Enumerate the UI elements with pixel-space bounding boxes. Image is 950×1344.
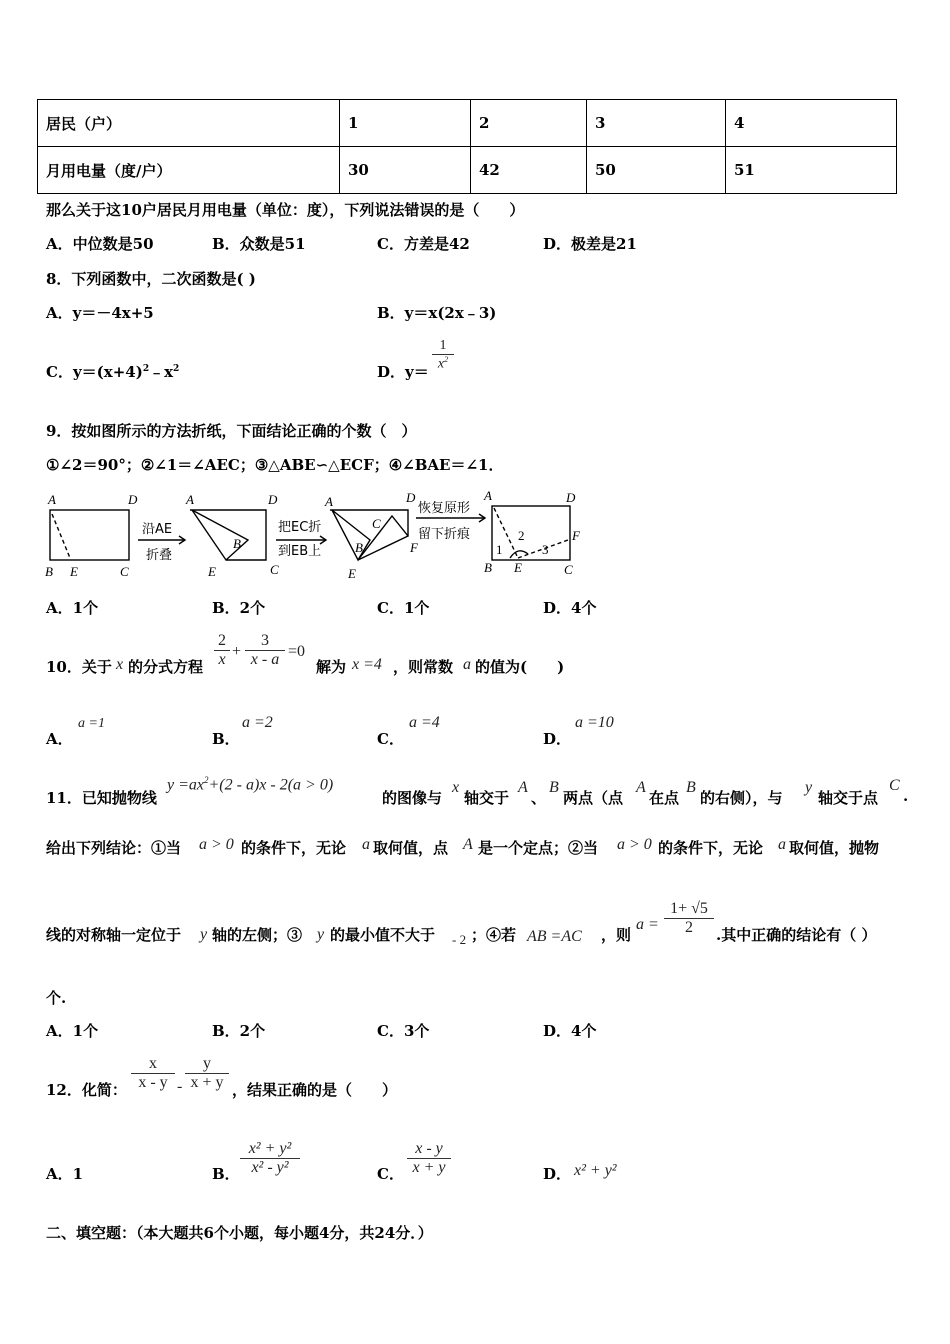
q8-d-den-sup: 2 xyxy=(444,355,449,364)
q12-option-b-label: B． xyxy=(212,1165,240,1183)
q10-post1: 解为 xyxy=(316,658,347,676)
q10-option-d-value: a =10 xyxy=(575,714,614,731)
q10-plus: + xyxy=(232,643,242,660)
q8-stem: 8．下列函数中，二次函数是( ) xyxy=(46,270,256,288)
q8-d-num: 1 xyxy=(439,338,447,353)
q12-b-num: x² + y² xyxy=(248,1140,292,1157)
q11-math: y xyxy=(805,779,813,796)
q10-f1-num: 2 xyxy=(218,632,226,649)
q7-option-d: D．极差是21 xyxy=(543,235,637,253)
table-cell: 51 xyxy=(726,147,897,194)
q9-conclusions: ①∠2＝90°；②∠1＝∠AEC；③△ABE∽△ECF；④∠BAE＝∠1． xyxy=(46,456,504,474)
q11-math: A xyxy=(518,779,528,796)
fig4-angle-1: 1 xyxy=(496,542,503,557)
q9-option-a: A．1个 xyxy=(46,599,99,617)
q11-text: 线的对称轴一定位于 xyxy=(46,926,182,944)
q10-eq0: =0 xyxy=(288,643,306,660)
q11-pre: 11．已知抛物线 xyxy=(46,789,157,807)
fig2-label-e: E xyxy=(208,564,216,579)
q10-option-d-label: D． xyxy=(543,730,572,748)
arrow-1-bottom-label: 折叠 xyxy=(146,548,173,563)
q11-text: 是一个定点；②当 xyxy=(478,839,599,857)
q8-option-a: A．y＝－4x+5 xyxy=(46,304,154,322)
q12-option-a: A．1 xyxy=(46,1165,84,1183)
q12-f1-den: x - y xyxy=(138,1074,168,1091)
q8-c-sup: 2 xyxy=(142,364,150,374)
q12-b-den: x² - y² xyxy=(251,1159,289,1176)
q11-math: x xyxy=(452,779,460,796)
q11-equation xyxy=(167,775,333,794)
q9-option-b: B．2个 xyxy=(212,599,266,617)
fig1-label-a: A xyxy=(48,492,56,507)
q12-f2-den: x + y xyxy=(190,1074,224,1091)
q11-math: a > 0 xyxy=(617,836,652,853)
arrow-3-bottom-label: 留下折痕 xyxy=(418,527,471,542)
fig3-label-e: E xyxy=(348,566,356,581)
q10-option-c-label: C． xyxy=(377,730,404,748)
q10-option-b-value: a =2 xyxy=(242,714,273,731)
fig1-label-c: C xyxy=(120,564,129,579)
q11-math: a > 0 xyxy=(199,836,234,853)
table-cell: 居民（户） xyxy=(38,100,340,147)
fig3-label-c: C xyxy=(372,516,381,531)
q11-option-c: C．3个 xyxy=(377,1022,430,1040)
fig2-label-a: A xyxy=(186,492,194,507)
q8-c-sup2: 2 xyxy=(173,364,180,374)
fig3-label-a: A xyxy=(325,494,333,509)
q12-post: ，结果正确的是（ ） xyxy=(232,1081,398,1099)
q12-option-b-fraction xyxy=(240,1140,300,1177)
q11-math: a xyxy=(362,836,370,853)
q8-d-den: x xyxy=(437,356,445,372)
q11-math: AB =AC xyxy=(527,928,582,945)
arrow-3-top-label: 恢复原形 xyxy=(418,501,471,516)
q12-fraction-2 xyxy=(185,1055,229,1092)
q10-f2-num: 3 xyxy=(261,632,269,649)
fig2-label-b: B xyxy=(233,536,241,551)
q8-c-pre: C．y＝(x+4) xyxy=(46,363,143,381)
q11-text: 的条件下，无论 xyxy=(241,839,347,857)
fig1-label-d: D xyxy=(128,492,138,507)
arrow-1-top-label: 沿AE xyxy=(142,522,173,537)
q11-text: 的图像与 xyxy=(382,789,443,807)
q11-math: - 2 xyxy=(452,932,467,947)
q11-eq-sup: 2 xyxy=(204,775,209,785)
q8-d-fraction xyxy=(432,338,454,373)
q11-math: C xyxy=(889,777,900,794)
table-cell: 1 xyxy=(340,100,471,147)
q10-f2-den: x - a xyxy=(250,651,280,668)
fig4-label-d: D xyxy=(566,490,576,505)
q11-text: ；④若 xyxy=(471,926,517,944)
q10-post3: 的值为( ) xyxy=(475,658,565,676)
q11-text: 取何值，抛物 xyxy=(789,839,880,857)
q8-option-c xyxy=(46,361,179,382)
q11-text: 两点（点 xyxy=(563,789,624,807)
q11-text: 给出下列结论：①当 xyxy=(46,839,182,857)
q11-option-a: A．1个 xyxy=(46,1022,99,1040)
q11-text: .其中正确的结论有（ ） xyxy=(716,926,877,944)
q12-option-c-fraction xyxy=(407,1140,451,1177)
q11-text: . xyxy=(903,787,909,805)
q11-text: 轴的左侧；③ xyxy=(212,926,303,944)
q11-math: A xyxy=(463,836,473,853)
q9-folding-figure xyxy=(40,488,600,584)
fig3-label-f: F xyxy=(410,540,418,555)
table-cell: 42 xyxy=(471,147,587,194)
data-table xyxy=(37,99,897,194)
table-cell: 2 xyxy=(471,100,587,147)
q12-c-den: x + y xyxy=(412,1159,446,1176)
q7-option-c: C．方差是42 xyxy=(377,235,470,253)
q10-option-a-value: a =1 xyxy=(78,716,105,731)
q12-minus: - xyxy=(177,1078,183,1095)
fig4-label-f: F xyxy=(572,528,580,543)
table-cell: 月用电量（度/户） xyxy=(38,147,340,194)
section-2-heading: 二、填空题：（本大题共6个小题，每小题4分，共24分．） xyxy=(46,1224,433,1242)
q11-option-b: B．2个 xyxy=(212,1022,266,1040)
q8-option-b: B．y＝x(2x﹣3) xyxy=(377,304,497,322)
q10-solution: x =4 xyxy=(352,656,382,673)
table-row xyxy=(38,147,897,194)
q10-fraction-2 xyxy=(245,632,285,669)
q11-frac-num: 1+ √5 xyxy=(670,900,708,917)
q11-eq-b: +(2 - a)x - 2(a > 0) xyxy=(208,776,334,794)
q11-text: 取何值，点 xyxy=(373,839,449,857)
fig1-crease xyxy=(52,514,70,558)
q11-frac-den: 2 xyxy=(685,919,693,936)
fig4-rectangle xyxy=(492,506,570,560)
q11-text: 的右侧），与 xyxy=(700,789,783,807)
q11-text: 在点 xyxy=(649,789,680,807)
q9-option-d: D．4个 xyxy=(543,599,597,617)
q10-mid: 的分式方程 xyxy=(128,658,204,676)
q10-option-a-label: A． xyxy=(46,730,73,748)
q11-math: B xyxy=(686,779,696,796)
fig4-angle-3: 3 xyxy=(542,542,549,557)
fig4-label-e: E xyxy=(514,560,522,575)
q10-x: x xyxy=(116,656,124,673)
q11-text: ，则 xyxy=(601,926,632,944)
fig1-rectangle xyxy=(50,510,129,560)
q10-post2: ，则常数 xyxy=(393,658,454,676)
q7-stem: 那么关于这10户居民月用电量（单位：度），下列说法错误的是（ ） xyxy=(46,201,525,219)
table-cell: 50 xyxy=(587,147,726,194)
table-cell: 3 xyxy=(587,100,726,147)
q10-a: a xyxy=(463,656,471,673)
q10-pre: 10．关于 xyxy=(46,658,112,676)
q10-f1-den: x xyxy=(218,651,226,668)
q12-f2-num: y xyxy=(203,1055,211,1072)
fig1-label-b: B xyxy=(45,564,53,579)
q11-math: a xyxy=(778,836,786,853)
fig3-label-d: D xyxy=(406,490,416,505)
q10-option-b-label: B． xyxy=(212,730,240,748)
q11-math: B xyxy=(549,779,559,796)
q12-fraction-1 xyxy=(131,1055,175,1092)
q11-option-d: D．4个 xyxy=(543,1022,597,1040)
fig2-label-d: D xyxy=(268,492,278,507)
q11-text: 的条件下，无论 xyxy=(658,839,764,857)
fig4-label-c: C xyxy=(564,562,573,577)
q12-option-d-label: D． xyxy=(543,1165,572,1183)
q11-text: 个. xyxy=(46,989,67,1007)
fig4-label-b: B xyxy=(484,560,492,575)
q11-eq-a: y =ax xyxy=(167,776,204,794)
q12-f1-num: x xyxy=(149,1055,157,1072)
q11-math: y xyxy=(200,926,208,943)
q11-text: 轴交于点 xyxy=(818,789,879,807)
table-cell: 30 xyxy=(340,147,471,194)
fig3-label-b: B xyxy=(355,540,363,555)
q10-option-c-value: a =4 xyxy=(409,714,440,731)
q11-math: y xyxy=(317,926,325,943)
q11-math: A xyxy=(636,779,646,796)
fig2-label-c: C xyxy=(270,562,279,577)
table-row xyxy=(38,100,897,147)
arrow-2-bottom-label: 到EB上 xyxy=(278,544,322,559)
q12-option-d-value: x² + y² xyxy=(574,1162,617,1179)
q11-text: 轴交于 xyxy=(464,789,510,807)
q7-option-b: B．众数是51 xyxy=(212,235,306,253)
q10-fraction-1 xyxy=(214,632,230,669)
q12-pre: 12．化简： xyxy=(46,1081,127,1099)
fig2-outline xyxy=(190,510,266,560)
fig3-outline xyxy=(330,510,408,536)
fig4-angle-2: 2 xyxy=(518,528,525,543)
q9-stem: 9．按如图所示的方法折纸，下面结论正确的个数（ ） xyxy=(46,422,417,440)
fig2-flap xyxy=(192,510,248,560)
fig3-flap-2 xyxy=(358,516,408,560)
fig4-label-a: A xyxy=(484,488,492,503)
q11-text: 、 xyxy=(531,789,547,807)
q9-option-c: C．1个 xyxy=(377,599,430,617)
table-cell: 4 xyxy=(726,100,897,147)
q11-text: 的最小值不大于 xyxy=(330,926,436,944)
arrow-2-top-label: 把EC折 xyxy=(278,520,322,535)
fig1-label-e: E xyxy=(70,564,78,579)
q8-c-post: ﹣x xyxy=(149,363,174,381)
q8-option-d-label: D．y＝ xyxy=(377,363,429,381)
q12-option-c-label: C． xyxy=(377,1165,404,1183)
q12-c-num: x - y xyxy=(415,1140,443,1157)
q7-option-a: A．中位数是50 xyxy=(46,235,154,253)
q11-math: a = xyxy=(636,916,659,933)
q11-golden-fraction xyxy=(664,900,714,937)
